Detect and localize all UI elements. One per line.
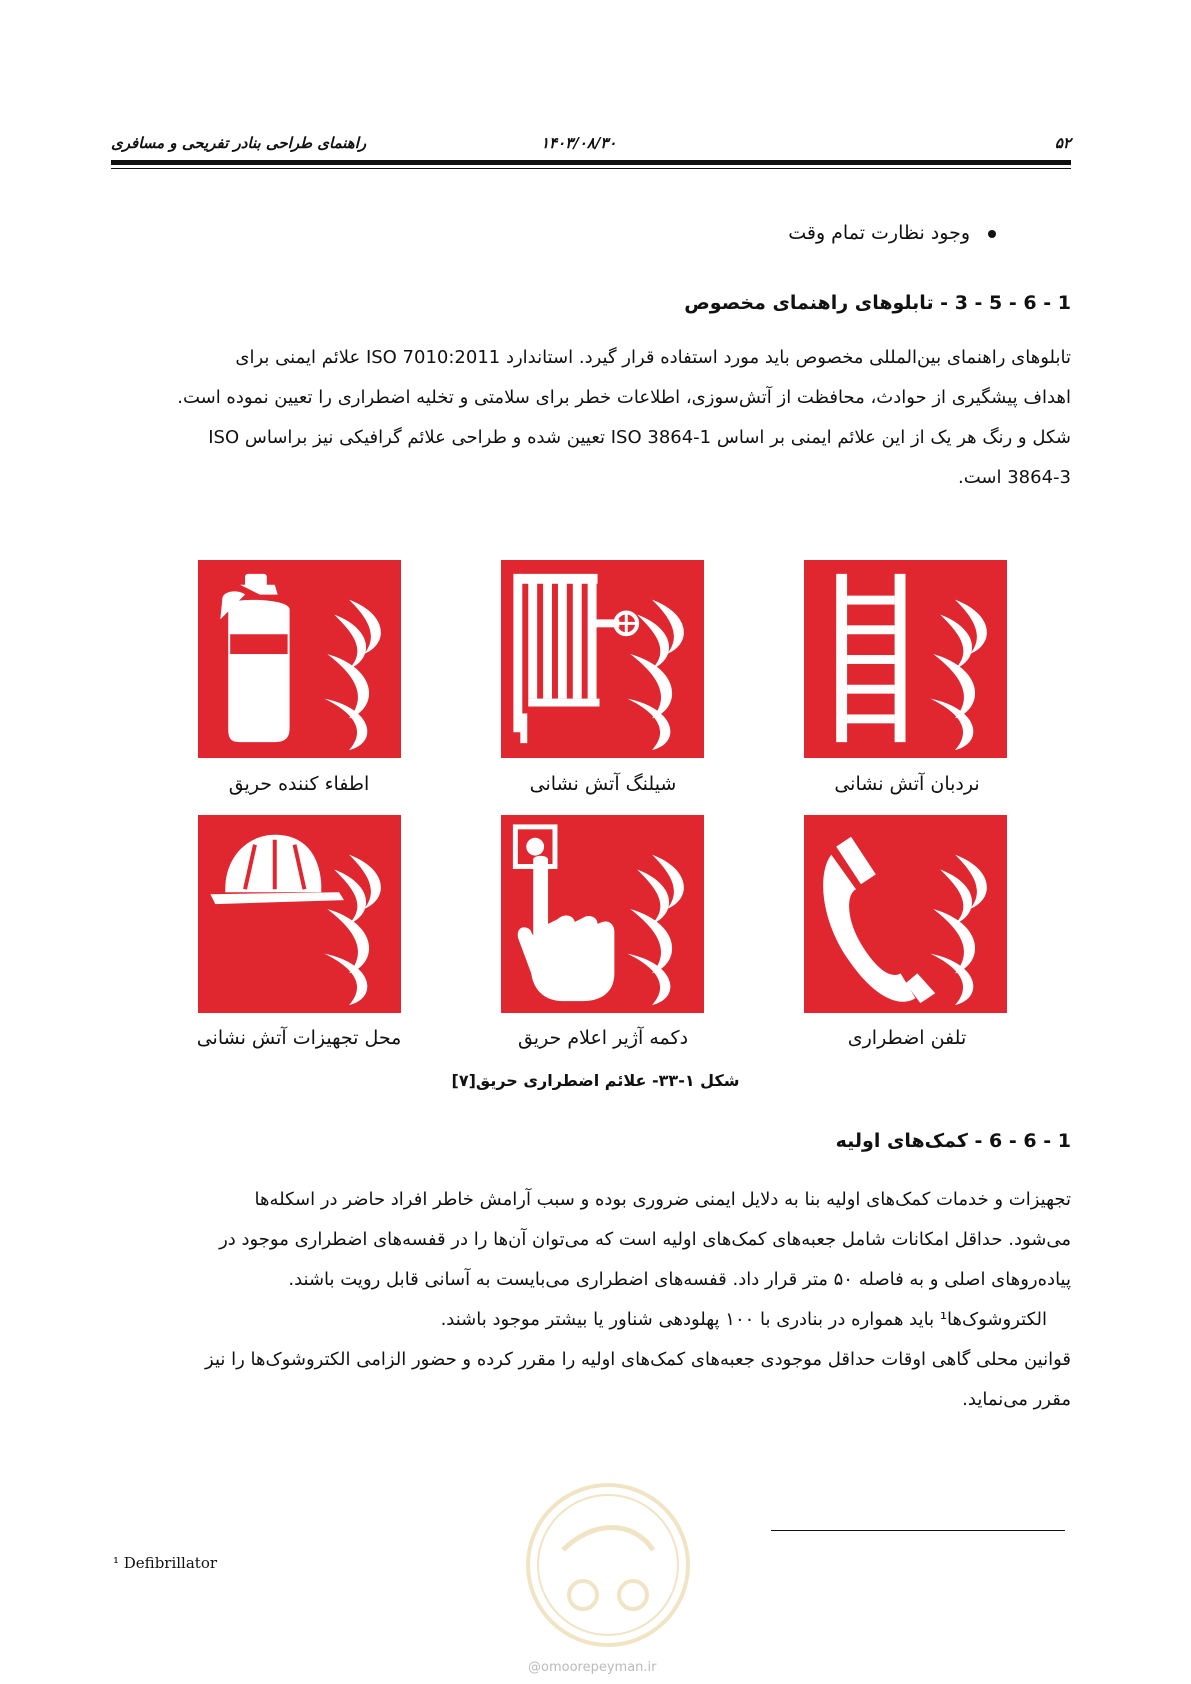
fire-hose-icon	[501, 560, 704, 758]
fire-signs-figure	[198, 560, 1013, 1065]
book-title: راهنمای طراحی بنادر تفریحی و مسافری	[111, 134, 367, 152]
bullet-item	[788, 222, 996, 244]
section1-paragraph	[111, 338, 1071, 498]
section2-paragraph3	[111, 1340, 1071, 1420]
sign-label-extinguisher: اطفاء کننده حریق	[228, 773, 370, 795]
sign-label-hose: شیلنگ آتش نشانی	[529, 773, 677, 795]
bullet-text: وجود نظارت تمام وقت	[788, 222, 970, 244]
paragraph-line: قوانین محلی گاهی اوقات حداقل موجودی جعبه‌های کمک‌های اولیه را مقرر کرده و حضور الزامی الکتروشوک‌ها را نیز	[205, 1349, 1071, 1370]
header-rule-thin	[111, 168, 1071, 169]
sign-label-phone: تلفن اضطراری	[847, 1027, 967, 1049]
fire-alarm-button-icon	[501, 815, 704, 1013]
header-rule-thick	[111, 160, 1071, 165]
section2-paragraph2	[111, 1300, 1071, 1340]
section-heading-signs: 1 - 6 - 5 - 3 - تابلوهای راهنمای مخصوص	[684, 292, 1071, 314]
paragraph-line: می‌شود. حداقل امکانات شامل جعبه‌های کمک‌های اولیه است که می‌توان آن‌ها را در قفسه‌های اضطراری موجود در	[219, 1229, 1071, 1250]
paragraph-line: اهداف پیشگیری از حوادث، محافظت از آتش‌سوزی، اطلاعات خطر برای سلامتی و تخلیه اضطراری را تعیین نموده است.	[177, 387, 1071, 408]
paragraph-line: الکتروشوک‌ها¹ باید همواره در بنادری با ۱۰۰ پهلودهی شناور یا بیشتر موجود باشند.	[440, 1309, 1047, 1330]
page-number: ۵۲	[1054, 134, 1071, 152]
header-date: ۱۴۰۳/۰۸/۳۰	[541, 134, 617, 152]
firefighting-equipment-icon	[198, 815, 401, 1013]
paragraph-line: شکل و رنگ هر یک از این علائم ایمنی بر اساس ISO 3864-1 تعیین شده و طراحی علائم گرافیکی نیز براساس ISO	[208, 427, 1071, 448]
sign-label-ladder: نردبان آتش نشانی	[834, 773, 980, 795]
paragraph-line: پیاده‌روهای اصلی و به فاصله ۵۰ متر قرار داد. قفسه‌های اضطراری می‌بایست به آسانی قابل رویت باشند.	[288, 1269, 1071, 1290]
watermark-seal-icon	[523, 1480, 693, 1650]
sign-label-alarm: دکمه آژیر اعلام حریق	[517, 1027, 689, 1049]
section2-paragraph1	[111, 1180, 1071, 1300]
emergency-phone-icon	[804, 815, 1007, 1013]
watermark-text: @omoorepeyman.ir	[528, 1660, 657, 1675]
fire-ladder-icon	[804, 560, 1007, 758]
paragraph-line: تابلوهای راهنمای بین‌المللی مخصوص باید مورد استفاده قرار گیرد. استاندارد ISO 7010:2011 علائم ایمنی برای	[235, 347, 1071, 368]
figure-caption: شکل ۱-۳۳- علائم اضطراری حریق[۷]	[451, 1071, 740, 1090]
footnote: ¹ Defibrillator	[113, 1554, 218, 1572]
section-heading-first-aid: 1 - 6 - 6 - کمک‌های اولیه	[835, 1130, 1071, 1152]
footnote-rule	[771, 1530, 1065, 1531]
fire-extinguisher-icon	[198, 560, 401, 758]
page-header	[111, 128, 1071, 158]
paragraph-line: تجهیزات و خدمات کمک‌های اولیه بنا به دلایل ایمنی ضروری بوده و سبب آرامش خاطر افراد حاضر در اسکله‌ها	[254, 1189, 1071, 1210]
paragraph-line: 3864-3 است.	[958, 467, 1071, 488]
bullet-dot-icon	[988, 230, 996, 238]
paragraph-line: مقرر می‌نماید.	[962, 1389, 1071, 1410]
sign-label-equipment: محل تجهیزات آتش نشانی	[196, 1027, 402, 1049]
